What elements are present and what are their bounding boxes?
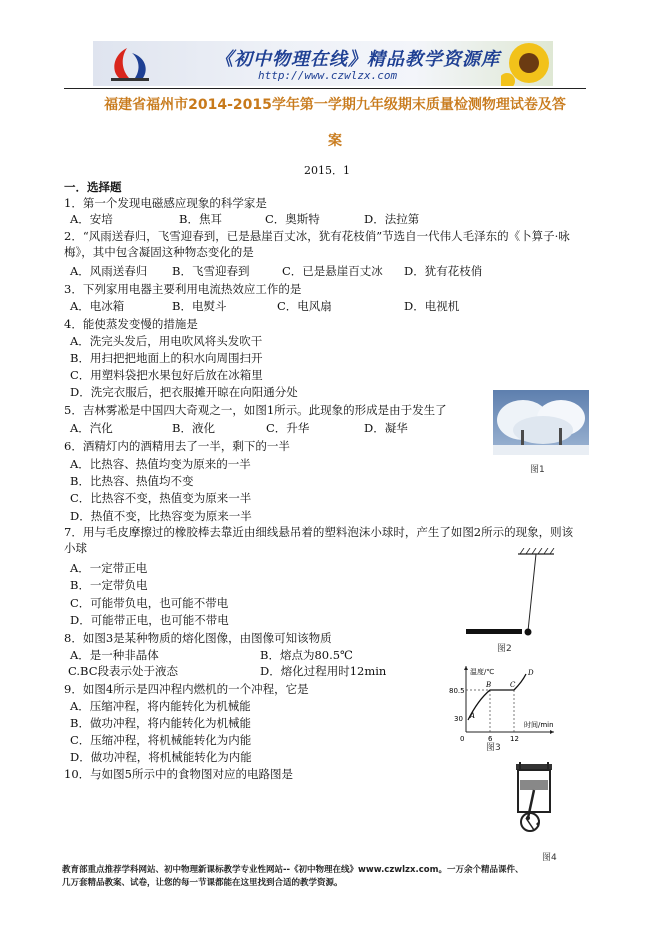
figure-4-caption: 图4 (542, 853, 557, 863)
section-heading: 一．选择题 (64, 180, 122, 194)
question-1: 1．第一个发现电磁感应现象的科学家是 (64, 196, 267, 210)
banner-title: 《初中物理在线》精品教学资源库 (215, 49, 500, 70)
q7-option-d: D．可能带正电，也可能不带电 (70, 613, 229, 627)
q1-option-c: C．奥斯特 (265, 212, 320, 226)
q2-option-b: B．飞雪迎春到 (172, 264, 250, 278)
point-b-label: B (486, 681, 492, 689)
q6-option-b: B．比热容、热值均不变 (70, 474, 194, 488)
q1-option-d: D．法拉第 (364, 212, 420, 226)
y-tick-80-5: 80.5 (449, 687, 465, 695)
q5-option-b: B．液化 (172, 421, 215, 435)
figure-1-caption: 图1 (530, 465, 545, 475)
sunflower-icon (501, 41, 553, 86)
question-7: 7．用与毛皮摩擦过的橡胶棒去靠近由细线悬吊着的塑料泡沫小球时，产生了如图2所示的现象，则该 (64, 525, 574, 539)
q1-option-b: B．焦耳 (179, 212, 222, 226)
q4-option-d: D．洗完衣服后，把衣服摊开晾在向阳通分处 (70, 385, 298, 399)
q4-option-b: B．用扫把把地面上的积水向周围扫开 (70, 351, 263, 365)
x-tick-0: 0 (460, 735, 465, 743)
q7-option-c: C．可能带负电，也可能不带电 (70, 596, 229, 610)
q7-option-b: B．一定带负电 (70, 578, 148, 592)
question-7-cont: 小球 (64, 541, 87, 555)
melting-curve (468, 674, 526, 720)
question-8: 8．如图3是某种物质的熔化图像，由图像可知该物质 (64, 631, 332, 645)
question-5: 5．吉林雾凇是中国四大奇观之一，如图1所示。此现象的形成是由于发生了 (64, 403, 447, 417)
q2-option-c: C．已是悬崖百丈冰 (282, 264, 383, 278)
y-axis-label: 温度/℃ (470, 668, 495, 676)
figure-3-melting-graph (446, 660, 561, 748)
x-tick-12: 12 (510, 735, 519, 743)
figure-1-rime-photo (493, 390, 589, 455)
header-banner (93, 41, 553, 86)
q9-option-b: B．做功冲程，将内能转化为机械能 (70, 716, 251, 730)
q1-option-a: A．安培 (70, 212, 113, 226)
figure-2-suspended-ball (462, 548, 562, 643)
exam-date: 2015．1 (304, 164, 350, 177)
q2-option-a: A．风雨送春归 (70, 264, 148, 278)
site-logo-icon (99, 45, 159, 83)
document-title: 福建省福州市2014-2015学年第一学期九年级期末质量检测物理试卷及答 (104, 97, 566, 113)
q8-option-a: A．是一种非晶体 (70, 648, 159, 662)
q2-option-d: D．犹有花枝俏 (404, 264, 483, 278)
q3-option-b: B．电熨斗 (172, 299, 227, 313)
q8-option-c: C.BC段表示处于液态 (68, 664, 179, 678)
question-10: 10．与如图5所示中的食物图对应的电路图是 (64, 767, 293, 781)
q5-option-c: C．升华 (266, 421, 310, 435)
question-2: 2．“风雨送春归，飞雪迎春到，已是悬崖百丈冰，犹有花枝俏”节选自一代伟人毛泽东的《卜算子·咏 (64, 229, 570, 243)
q8-option-b: B．熔点为80.5℃ (260, 648, 353, 662)
question-9: 9．如图4所示是四冲程内燃机的一个冲程，它是 (64, 682, 309, 696)
q4-option-c: C．用塑料袋把水果包好后放在冰箱里 (70, 368, 263, 382)
document-title-cont: 案 (328, 133, 342, 149)
q3-option-c: C．电风扇 (277, 299, 332, 313)
q5-option-a: A．汽化 (70, 421, 113, 435)
footer-line-1: 教育部重点推荐学科网站、初中物理新课标教学专业性网站--《初中物理在线》www.czwlzx.com。一万余个精品课件、 (62, 865, 524, 875)
question-3: 3．下列家用电器主要利用电流热效应工作的是 (64, 282, 302, 296)
q3-option-d: D．电视机 (404, 299, 460, 313)
figure-2-caption: 图2 (497, 644, 512, 654)
q4-option-a: A．洗完头发后，用电吹风将头发吹干 (70, 334, 263, 348)
question-2-cont: 梅》，其中包含凝固这种物态变化的是 (64, 245, 254, 259)
q9-option-d: D．做功冲程，将机械能转化为内能 (70, 750, 252, 764)
y-tick-30: 30 (454, 715, 463, 723)
footer-line-2: 几万套精品教案、试卷，让您的每一节课都能在这里找到合适的教学资源。 (62, 878, 343, 888)
point-d-label: D (528, 669, 534, 677)
header-rule (64, 88, 586, 89)
point-a-label: A (470, 712, 476, 720)
question-6: 6．酒精灯内的酒精用去了一半，剩下的一半 (64, 439, 290, 453)
q3-option-a: A．电冰箱 (70, 299, 125, 313)
q6-option-c: C．比热容不变，热值变为原来一半 (70, 491, 252, 505)
q6-option-a: A．比热容、热值均变为原来的一半 (70, 457, 251, 471)
point-c-label: C (510, 681, 516, 689)
question-4: 4．能使蒸发变慢的措施是 (64, 317, 198, 331)
q5-option-d: D．凝华 (364, 421, 408, 435)
banner-url[interactable]: http://www.czwlzx.com (258, 69, 398, 82)
q6-option-d: D．热值不变，比热容变为原来一半 (70, 509, 252, 523)
figure-4-engine-stroke (506, 760, 562, 848)
q7-option-a: A．一定带正电 (70, 561, 148, 575)
figure-3-caption: 图3 (486, 743, 501, 753)
q9-option-a: A．压缩冲程，将内能转化为机械能 (70, 699, 251, 713)
x-tick-6: 6 (488, 735, 493, 743)
q8-option-d: D．熔化过程用时12min (260, 664, 387, 678)
x-axis-label: 时间/min (524, 721, 554, 729)
q9-option-c: C．压缩冲程，将机械能转化为内能 (70, 733, 252, 747)
